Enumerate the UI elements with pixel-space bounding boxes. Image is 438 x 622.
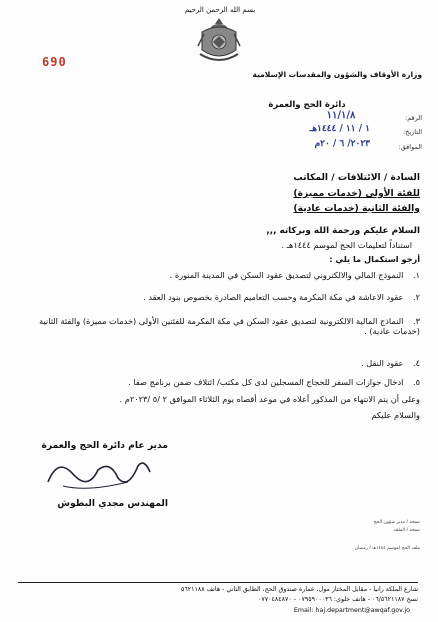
list-item (22, 292, 420, 302)
hijri-date-label: التاريخ: (402, 128, 422, 136)
greg-date-label: الموافق: (398, 143, 422, 151)
list-item-text: ادخال جوازات السفر للحجاج المسجلين لدى كل مكتب/ ائتلاف ضمن برنامج صفا . (128, 377, 404, 387)
list-item-text: النماذج المالية الالكترونية لتصديق عقود السكن في مكة المكرمة للفئتين الأولى (خدمات مميزة) والفئة الثانية (خدمات عادية) . (39, 316, 420, 337)
copy-line-1: نسخة / مدير شؤون الحج (373, 520, 420, 525)
footer-divider (18, 582, 418, 583)
jordan-emblem-icon (196, 16, 242, 66)
footer-email (170, 607, 410, 614)
ref-value: ١١/١/٨ (326, 110, 356, 121)
greg-date-value: ٢٠٢٣/ ٦ / ٢٠م (314, 139, 370, 149)
addressee-line-2: للفئة الأولى (خدمات مميزة) (293, 188, 420, 199)
list-item-text: عقود النقل . (361, 358, 404, 368)
addressee-line-3: والفئة الثانية (خدمات عادية) (293, 203, 420, 214)
ref-label: الرقم: (405, 114, 422, 122)
copy-line-3: ملف الحج لموسم ١٤٤٤هـ / رمضان (354, 546, 420, 551)
signatory-name: المهندس مجدي البطوش (57, 498, 168, 509)
list-item-number: ١. (412, 270, 420, 280)
list-item (22, 316, 420, 337)
list-item-number: ٥. (412, 377, 420, 387)
footer-phones: نسخ ٠٦/٥٦٢١١٨٧ - هاتف خلوي: ٠٧٩٥٩٠٠٠٣٦ - ٠٧٧٠٤٨٤٨٧٠ (257, 596, 418, 603)
basmala: بسم الله الرحمن الرحيم (184, 6, 256, 14)
signatory-title: مدير عام دائرة الحج والعمرة (41, 440, 168, 451)
email-label: Email: (293, 607, 314, 614)
serial-number: 690 (42, 55, 67, 69)
list-item-number: ٤. (412, 358, 420, 368)
intro-text: استناداً لتعليمات الحج لموسم ١٤٤٤هـ . (281, 240, 412, 250)
copy-line-2: نسخة / الملف (393, 528, 420, 533)
list-item-text: عقود الاعاشة في مكة المكرمة وحسب التعاميم الصادرة بخصوص بنود العقد . (143, 292, 404, 302)
email-address[interactable]: haj.department@awqaf.gov.jo (315, 607, 410, 614)
list-item-number: ٣. (412, 316, 420, 326)
footer-address: شارع الملكة رانيا - مقابل المختار مول، عمارة صندوق الحج، الطابق الثاني - هاتف ٥٦٢١١٨٨ (180, 586, 418, 593)
ministry-name: وزارة الأوقاف والشؤون والمقدسات الإسلامية (252, 70, 422, 79)
department-name: دائرة الحج والعمرة (268, 100, 346, 110)
greeting: السلام عليكم ورحمة الله وبركاته ,,, (266, 226, 420, 236)
farewell-text: والسلام عليكم (371, 410, 420, 420)
signature-scribble-icon (38, 452, 158, 494)
closing-text: وعلى أن يتم الانتهاء من المذكور أعلاه في موعد أقصاه يوم الثلاثاء الموافق ٢ /٥ /٢٠٢٣م . (119, 394, 420, 404)
addressee-line-1: السادة / الائتلافات / المكاتب (293, 172, 420, 183)
list-item (22, 270, 420, 280)
request-text: أرجو استكمال ما يلي : (329, 254, 420, 264)
list-item (22, 377, 420, 387)
hijri-date-value: ١ / ١١ / ١٤٤٤هـ (309, 124, 370, 134)
list-item-number: ٢. (412, 292, 420, 302)
list-item-text: النموذج المالي والالكتروني لتصديق عقود السكن في المدينة المنورة . (169, 270, 404, 280)
list-item (22, 358, 420, 368)
